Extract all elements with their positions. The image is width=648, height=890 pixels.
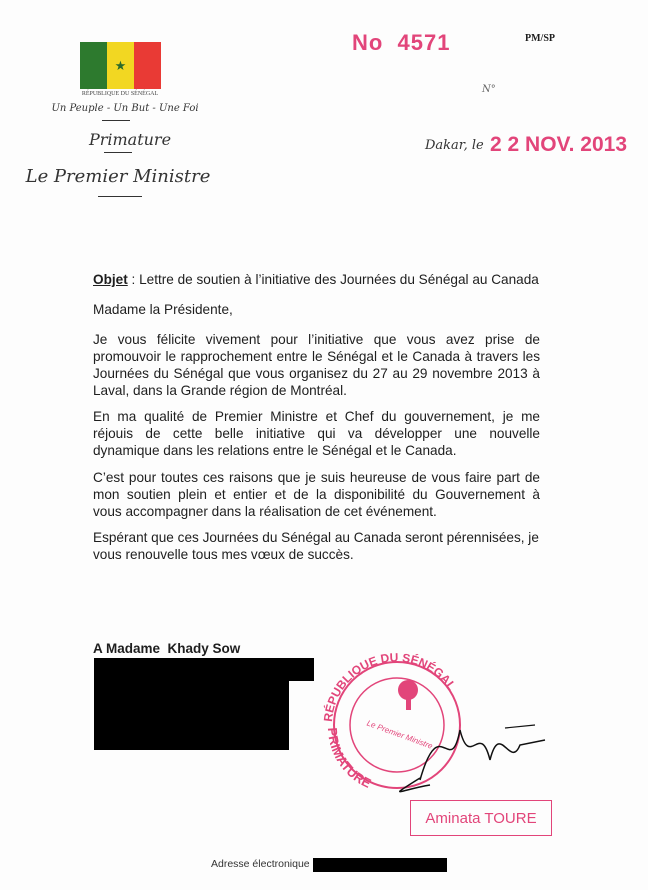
redacted-address: [94, 680, 289, 750]
paragraph-3: [93, 469, 540, 520]
text-line: En ma qualité de Premier Ministre et Chef du gouvernement, je me: [93, 409, 540, 424]
redacted-email: [313, 858, 447, 872]
text-line: Je vous félicite vivement pour l’initiative que vous avez prise de: [93, 332, 540, 347]
subject-text: : Lettre de soutien à l’initiative des Journées du Sénégal au Canada: [127, 272, 539, 287]
signature-stroke: [505, 725, 535, 728]
text-line: mon soutien plein et entier et de la disponibilité du Gouvernement à: [93, 487, 540, 502]
baobab-tree-icon: [398, 680, 418, 710]
divider: [98, 196, 142, 197]
office-name: Primature: [88, 130, 172, 149]
text-line: réjouis de cette belle initiative qui va développer une nouvelle: [93, 426, 540, 441]
signatory-name-stamp: Aminata TOURE: [410, 800, 552, 836]
text-line: Journées du Sénégal que vous organisez du 27 au 29 novembre 2013 à: [93, 366, 540, 381]
motto: Un Peuple - Un But - Une Foi: [51, 103, 199, 114]
redacted-address: [94, 658, 314, 681]
divider: [104, 152, 132, 153]
salutation: Madame la Présidente,: [93, 302, 233, 317]
paragraph-2: [93, 408, 540, 459]
recipient: A Madame Khady Sow: [93, 641, 241, 656]
senegal-flag: [80, 42, 161, 89]
date-prefix: Dakar, le: [425, 138, 484, 153]
subject-line: [93, 271, 540, 288]
date-stamp: 2 2 NOV. 2013: [490, 133, 627, 156]
text-line: vous renouvelle tous mes vœux de succès.: [93, 547, 354, 562]
text-line: Laval, dans la Grande région de Montréal.: [93, 383, 347, 398]
divider: [102, 120, 130, 121]
number-mark: N°: [482, 84, 496, 95]
svg-text:PRIMATURE: [325, 727, 374, 791]
text-line: promouvoir le rapprochement entre le Sénégal et le Canada à travers les: [93, 349, 540, 364]
reference: PM/SP: [525, 33, 555, 44]
star-icon: ★: [107, 42, 134, 89]
official-seal: [310, 650, 560, 800]
text-line: vous accompagner dans la réalisation de cet événement.: [93, 504, 437, 519]
svg-text:RÉPUBLIQUE DU SÉNÉGAL: [321, 650, 459, 722]
sender-title: Le Premier Ministre: [25, 166, 211, 187]
seal-top-text: RÉPUBLIQUE DU SÉNÉGAL: [320, 650, 459, 723]
registration-number-stamp: No 4571: [352, 30, 451, 55]
text-line: C’est pour toutes ces raisons que je suis heureuse de vous faire part de: [93, 470, 540, 485]
email-label: Adresse électronique: [211, 858, 310, 870]
seal-inner-text: Le Premier Ministre: [365, 718, 434, 751]
country-name: RÉPUBLIQUE DU SÉNÉGAL: [81, 91, 159, 97]
paragraph-4: [93, 529, 540, 563]
seal-bottom-text: PRIMATURE: [324, 726, 374, 791]
text-line: dynamique dans les relations entre le Sénégal et le Canada.: [93, 443, 457, 458]
text-line: Espérant que ces Journées du Sénégal au Canada seront pérennisées, je: [93, 530, 539, 545]
paragraph-1: [93, 331, 540, 399]
subject-label: Objet: [93, 272, 128, 287]
